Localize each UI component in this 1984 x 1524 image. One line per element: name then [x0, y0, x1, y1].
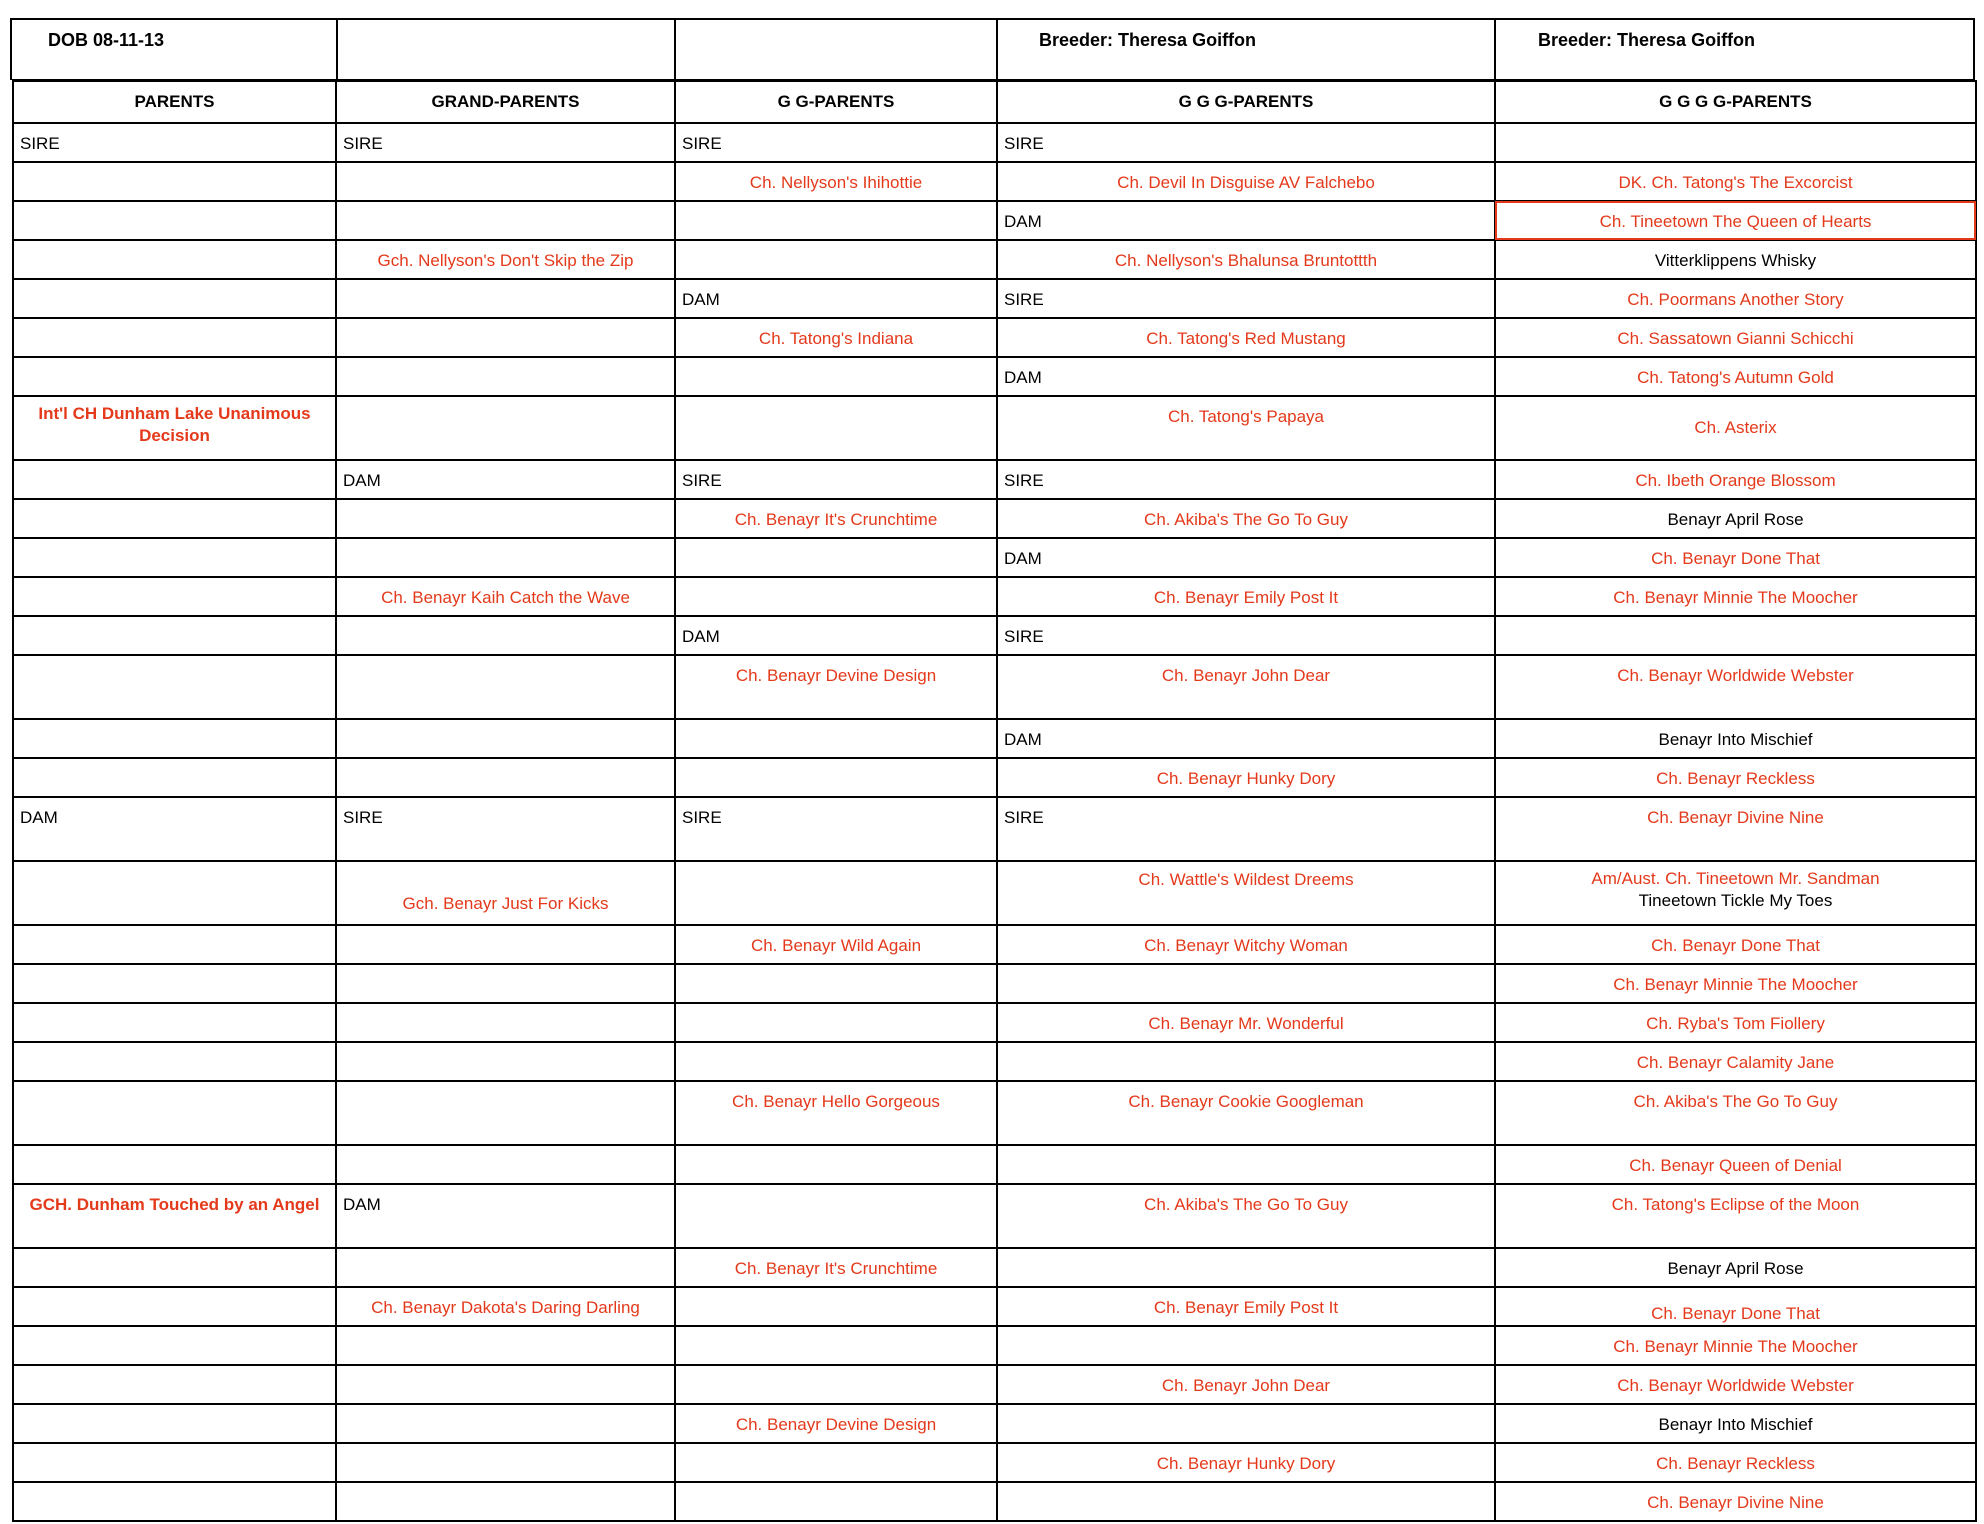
- table-row: [13, 1184, 1976, 1248]
- column-header-row: [13, 81, 1976, 123]
- table-row: [13, 1003, 1976, 1042]
- breeder-label: Breeder: Theresa Goiffon: [1039, 30, 1257, 50]
- dog-name: Ch. Benayr Minnie The Moocher: [1495, 577, 1976, 616]
- table-row: [13, 1248, 1976, 1287]
- dog-name: Ch. Akiba's The Go To Guy: [1495, 1081, 1976, 1145]
- dam-name: GCH. Dunham Touched by an Angel: [13, 1184, 336, 1248]
- table-row: [13, 240, 1976, 279]
- sire-label: SIRE: [336, 797, 675, 861]
- dog-name: Ch. Ryba's Tom Fiollery: [1495, 1003, 1976, 1042]
- table-row: [13, 925, 1976, 964]
- table-row: [13, 499, 1976, 538]
- col-gggg-parents: G G G G-PARENTS: [1495, 81, 1976, 123]
- table-row: [13, 1081, 1976, 1145]
- dog-name: Benayr April Rose: [1495, 1248, 1976, 1287]
- dog-name: Ch. Benayr Divine Nine: [1495, 1482, 1976, 1521]
- table-row: [13, 797, 1976, 861]
- dog-name: Ch. Benayr Dakota's Daring Darling: [336, 1287, 675, 1326]
- table-row: [13, 357, 1976, 396]
- table-row: [13, 538, 1976, 577]
- dog-name: Ch. Tatong's Red Mustang: [997, 318, 1495, 357]
- dog-name: Am/Aust. Ch. Tineetown Mr. Sandman: [1591, 869, 1880, 888]
- sire-label: SIRE: [336, 123, 675, 162]
- table-row: [13, 1482, 1976, 1521]
- table-row: [13, 396, 1976, 460]
- dog-name: Ch. Wattle's Wildest Dreems: [997, 861, 1495, 925]
- col-parents: PARENTS: [13, 81, 336, 123]
- sire-label: SIRE: [997, 460, 1495, 499]
- dog-name-pair: [1495, 861, 1976, 925]
- dam-label: DAM: [997, 538, 1495, 577]
- dog-name: Ch. Tatong's Indiana: [675, 318, 997, 357]
- dog-name: Ch. Benayr Divine Nine: [1495, 797, 1976, 861]
- col-grandparents: GRAND-PARENTS: [336, 81, 675, 123]
- dog-name: Ch. Benayr It's Crunchtime: [675, 499, 997, 538]
- dam-label: DAM: [13, 797, 336, 861]
- sire-label: SIRE: [675, 123, 997, 162]
- pedigree-table: [12, 80, 1977, 1522]
- dog-name: Benayr April Rose: [1495, 499, 1976, 538]
- table-row: [13, 1145, 1976, 1184]
- sire-label: SIRE: [997, 279, 1495, 318]
- dog-name: Ch. Tatong's Eclipse of the Moon: [1495, 1184, 1976, 1248]
- dog-name: Ch. Devil In Disguise AV Falchebo: [997, 162, 1495, 201]
- dog-name: Ch. Akiba's The Go To Guy: [997, 1184, 1495, 1248]
- table-row: [13, 279, 1976, 318]
- dog-name: Ch. Benayr Calamity Jane: [1495, 1042, 1976, 1081]
- dog-name: Benayr Into Mischief: [1495, 719, 1976, 758]
- dog-name: DK. Ch. Tatong's The Excorcist: [1495, 162, 1976, 201]
- dam-label: DAM: [997, 357, 1495, 396]
- dog-name: Ch. Benayr John Dear: [997, 1365, 1495, 1404]
- dog-name: Ch. Benayr Reckless: [1495, 758, 1976, 797]
- dog-name: Ch. Benayr Done That: [1495, 538, 1976, 577]
- dog-name: Ch. Benayr Worldwide Webster: [1495, 655, 1976, 719]
- sire-label: SIRE: [675, 797, 997, 861]
- table-row: [13, 1326, 1976, 1365]
- dog-name: Ch. Benayr Hunky Dory: [997, 1443, 1495, 1482]
- sire-name: Int'l CH Dunham Lake Unanimous Decision: [13, 396, 336, 460]
- dog-name: Ch. Ibeth Orange Blossom: [1495, 460, 1976, 499]
- dog-name: Ch. Nellyson's Bhalunsa Bruntottth: [997, 240, 1495, 279]
- table-row: [13, 162, 1976, 201]
- dog-name: Ch. Tatong's Autumn Gold: [1495, 357, 1976, 396]
- sire-label: SIRE: [997, 797, 1495, 861]
- dog-name: Ch. Benayr Done That: [1495, 1287, 1976, 1326]
- table-row: [13, 1443, 1976, 1482]
- table-row: [13, 1365, 1976, 1404]
- dog-name: Ch. Benayr Hunky Dory: [997, 758, 1495, 797]
- dog-name: Ch. Poormans Another Story: [1495, 279, 1976, 318]
- dog-name: Ch. Benayr Reckless: [1495, 1443, 1976, 1482]
- dog-name: Ch. Akiba's The Go To Guy: [997, 499, 1495, 538]
- dog-name: Ch. Benayr Hello Gorgeous: [675, 1081, 997, 1145]
- dog-name: Ch. Benayr Emily Post It: [997, 1287, 1495, 1326]
- table-row: [13, 577, 1976, 616]
- dog-name: Ch. Sassatown Gianni Schicchi: [1495, 318, 1976, 357]
- dam-label: DAM: [997, 201, 1495, 240]
- dog-name: Gch. Nellyson's Don't Skip the Zip: [336, 240, 675, 279]
- table-row: [13, 1042, 1976, 1081]
- sire-label: SIRE: [675, 460, 997, 499]
- dog-name: Ch. Benayr Witchy Woman: [997, 925, 1495, 964]
- dog-name: Ch. Tatong's Papaya: [997, 396, 1495, 460]
- dog-name: Ch. Benayr Mr. Wonderful: [997, 1003, 1495, 1042]
- dog-name: Ch. Benayr Queen of Denial: [1495, 1145, 1976, 1184]
- sire-label: SIRE: [997, 616, 1495, 655]
- table-row: [13, 201, 1976, 240]
- dam-label: DAM: [336, 1184, 675, 1248]
- dog-name: Ch. Benayr Done That: [1495, 925, 1976, 964]
- breeder-label-2: Breeder: Theresa Goiffon: [1538, 30, 1756, 50]
- table-row: [13, 861, 1976, 925]
- dog-name: Ch. Benayr Worldwide Webster: [1495, 1365, 1976, 1404]
- dog-name: Ch. Benayr Minnie The Moocher: [1495, 1326, 1976, 1365]
- dam-label: DAM: [675, 279, 997, 318]
- dog-name: Ch. Nellyson's Ihihottie: [675, 162, 997, 201]
- table-row: [13, 719, 1976, 758]
- dam-label: DAM: [997, 719, 1495, 758]
- dog-name: Ch. Benayr Devine Design: [675, 655, 997, 719]
- dog-name: Ch. Benayr It's Crunchtime: [675, 1248, 997, 1287]
- table-row: [13, 758, 1976, 797]
- dog-name: Gch. Benayr Just For Kicks: [336, 861, 675, 925]
- dog-name: Ch. Benayr Devine Design: [675, 1404, 997, 1443]
- header-row: [10, 18, 1975, 80]
- table-row: [13, 123, 1976, 162]
- dog-name: Ch. Benayr Wild Again: [675, 925, 997, 964]
- dog-name: Benayr Into Mischief: [1495, 1404, 1976, 1443]
- table-row: [13, 655, 1976, 719]
- dog-name: Ch. Benayr Minnie The Moocher: [1495, 964, 1976, 1003]
- sire-label: SIRE: [13, 123, 336, 162]
- dog-name: Vitterklippens Whisky: [1495, 240, 1976, 279]
- sire-label: SIRE: [997, 123, 1495, 162]
- table-row: [13, 318, 1976, 357]
- dog-name: Ch. Benayr Kaih Catch the Wave: [336, 577, 675, 616]
- table-row: [13, 1404, 1976, 1443]
- dog-name: Ch. Benayr Cookie Googleman: [997, 1081, 1495, 1145]
- dam-label: DAM: [675, 616, 997, 655]
- dob-label: DOB 08-11-13: [48, 30, 165, 50]
- empty-cell: [1495, 123, 1976, 162]
- table-row: [13, 1287, 1976, 1326]
- table-row: [13, 616, 1976, 655]
- table-row: [13, 460, 1976, 499]
- dog-name: Ch. Tineetown The Queen of Hearts: [1495, 201, 1976, 240]
- dam-label: DAM: [336, 460, 675, 499]
- dog-name: Ch. Asterix: [1495, 396, 1976, 460]
- dog-name: Ch. Benayr John Dear: [997, 655, 1495, 719]
- col-gg-parents: G G-PARENTS: [675, 81, 997, 123]
- table-row: [13, 964, 1976, 1003]
- dog-name: Ch. Benayr Emily Post It: [997, 577, 1495, 616]
- col-ggg-parents: G G G-PARENTS: [997, 81, 1495, 123]
- dog-name: Tineetown Tickle My Toes: [1638, 891, 1833, 910]
